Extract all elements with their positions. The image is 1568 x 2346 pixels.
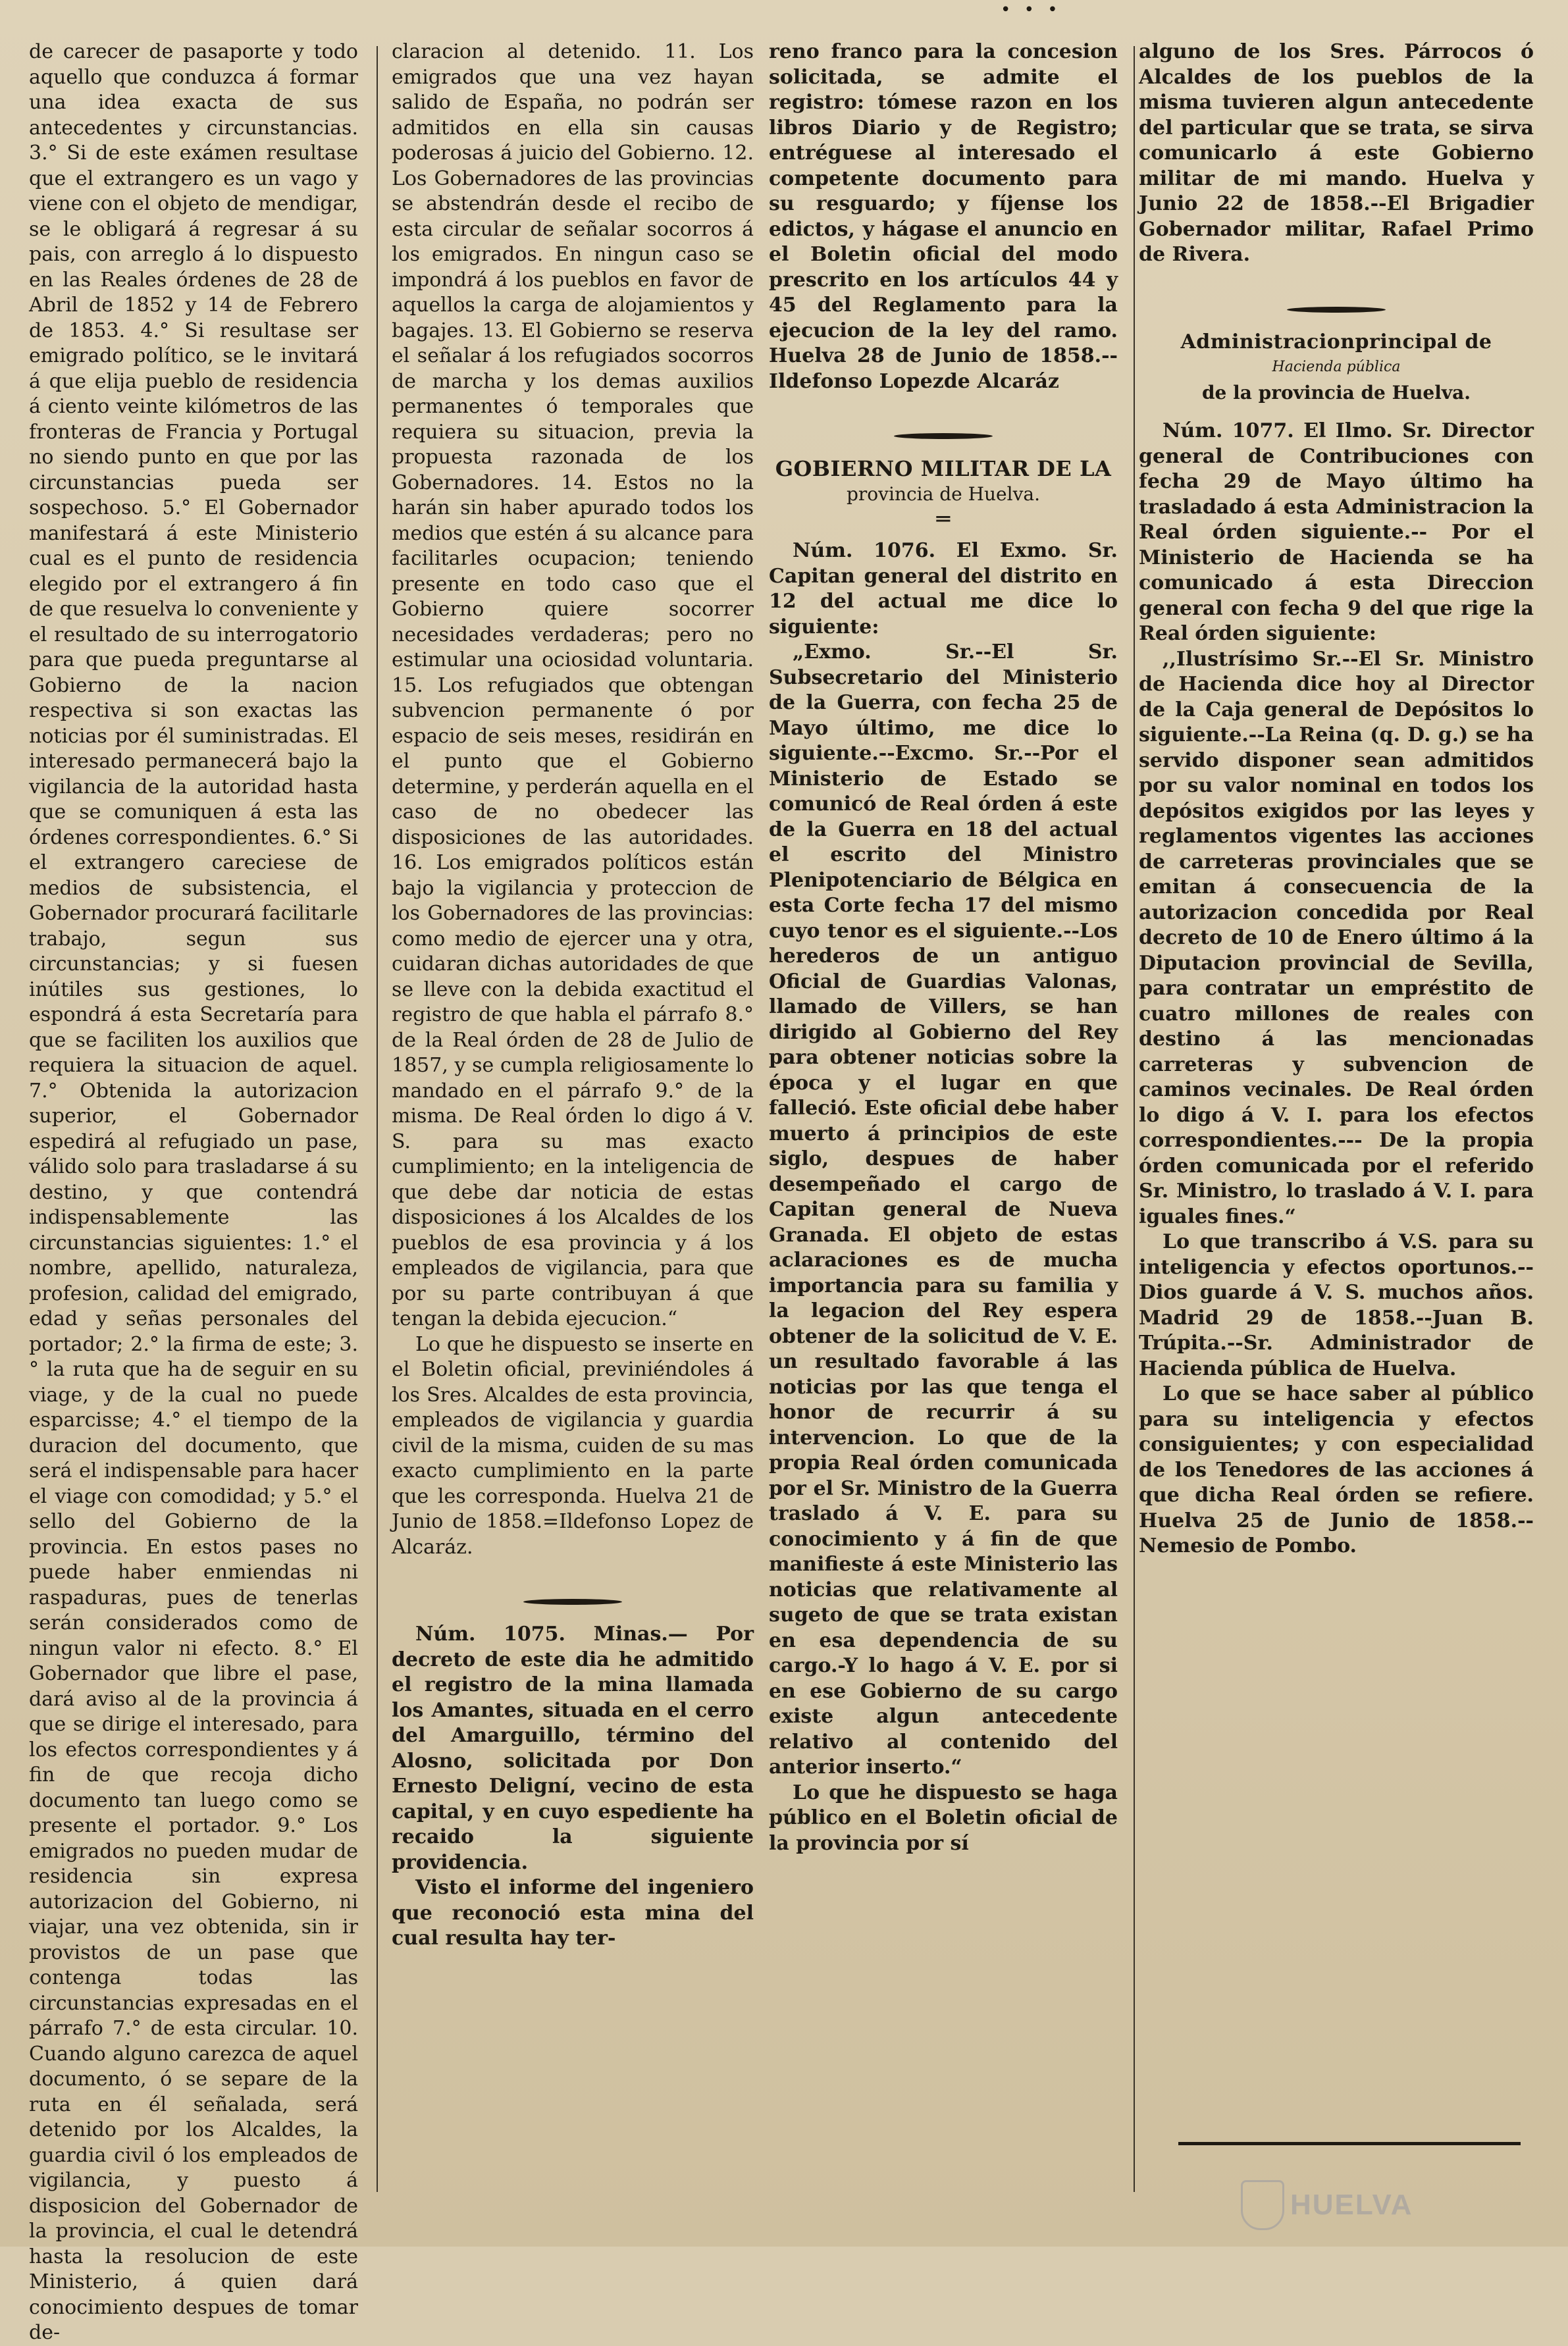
- column-rule-3: [1134, 46, 1135, 2192]
- separator: [769, 421, 1118, 430]
- col2-num-1075: Núm. 1075. Minas.— Por decreto de este dia he admitido el registro de la mina llamada los Amantes, situada en el cerro del Amarguillo, término del Alosno, solicitada por Don Ernesto Deligní, vecino de esta capital, y en cuyo espediente ha recaido la siguiente providencia.: [392, 1623, 754, 1874]
- archive-seal-icon: [1241, 2180, 1284, 2230]
- closing-rule: [1178, 2142, 1521, 2145]
- section-heading-administracion: Administracionprincipal de: [1180, 330, 1492, 353]
- section-subheading-provincia: provincia de Huelva.: [847, 482, 1040, 505]
- col2-visto-informe: Visto el informe del ingeniero que reconoció esta mina del cual resulta hay ter-: [392, 1876, 754, 1950]
- col4-transcription: Lo que transcribo á V.S. para su inteligencia y efectos oportunos.--Dios guarde á V. S. muchos años. Madrid 29 de 1858.--Juan B. Trúpita.--Sr. Administrador de Hacienda pública de Huelva.: [1139, 1230, 1534, 1380]
- column-1: [29, 39, 358, 2344]
- heading-double-rule: ═: [936, 506, 951, 533]
- col3-publication-note: Lo que he dispuesto se haga público en el Boletin oficial de la provincia por sí: [769, 1781, 1118, 1855]
- column-2: [392, 39, 754, 2212]
- col4-military-continuation: alguno de los Sres. Párrocos ó Alcaldes de los pueblos de la misma tuvieren algun antecedente del particular que se trata, se sirva comunicarlo á este Gobierno militar de mi mando. Huelva y Junio 22 de 1858.--El Brigadier Gobernador militar, Rafael Primo de Rivera.: [1139, 40, 1534, 266]
- col4-quoted-order: ,,Ilustrísimo Sr.--El Sr. Ministro de Hacienda dice hoy al Director de la Caja general de Depósitos lo siguiente.--La Reina (q. D. g.) se ha servido disponer sean admitidos por su valor nominal en todos los depósitos exigidos por las leyes y reglamentos vigentes las acciones de carreteras provinciales que se emitan á consecuencia de la autorizacion concedida por Real decreto de 10 de Enero último á la Diputacion provincial de Sevilla, para contratar un empréstito de cuatro millones de reales con destino á las mencionadas carreteras y subvencion de caminos vecinales. De Real órden lo digo á V. I. para los efectos correspondientes.--- De la propia órden comunicada por el referido Sr. Ministro, lo traslado á V. I. para iguales fines.“: [1139, 647, 1534, 1228]
- section-heading-gobierno-militar: GOBIERNO MILITAR DE LA: [775, 456, 1112, 481]
- column-4: [1139, 39, 1534, 2212]
- col1-text: de carecer de pasaporte y todo aquello que conduzca á formar una idea exacta de sus antecedentes y circunstancias. 3.° Si de este exámen resultase que el extrangero es un vago y viene con el objeto de mendigar, se le obligará á regresar á su pais, con arreglo á lo dispuesto en las Reales órdenes de 28 de Abril de 1852 y 14 de Febrero de 1853. 4.° Si resultase ser emigrado político, se le invitará á que elija pueblo de residencia á ciento veinte kilómetros de las fronteras de Francia y Portugal no siendo punto en que por las circunstancias pueda ser sospechoso. 5.° El Gobernador manifestará á este Ministerio cual es el punto de residencia elegido por el extrangero á fin de que resuelva lo conveniente y el resultado de su interrogatorio para que pueda preguntarse al Gobierno de la nacion respectiva si son exactas las noticias por él suministradas. El interesado permanecerá bajo la vigilancia de la autoridad hasta que se comuniquen á esta las órdenes correspondientes. 6.° Si el extrangero careciese de medios de subsistencia, el Gobernador procurará facilitarle trabajo, segun sus circunstancias; y si fuesen inútiles sus gestiones, lo espondrá á esta Secretaría para que se faciliten los auxilios que requiera la situacion de aquel. 7.° Obtenida la autorizacion superior, el Gobernador espedirá al refugiado un pase, válido solo para trasladarse á su destino, y que contendrá indispensablemente las circunstancias siguientes: 1.° el nombre, apellido, naturaleza, profesion, calidad del emigrado, edad y señas personales del portador; 2.° la firma de este; 3.° la ruta que ha de seguir en su viage, y de la cual no puede esparcisse; 4.° el tiempo de la duracion del documento, que será el indispensable para hacer el viage con comodidad; y 5.° el sello del Gobierno de la provincia. En estos pases no puede haber enmiendas ni raspaduras, pues de tenerlas serán considerados como de ningun valor ni efecto. 8.° El Gobernador que libre el pase, dará aviso al de la provincia á que se dirige el interesado, para los efectos correspondientes y á fin de que recoja dicho documento tan luego como se presente el portador. 9.° Los emigrados no pueden mudar de residencia sin expresa autorizacion del Gobierno, ni viajar, una vez obtenida, sin ir provistos de un pase que contenga todas las circunstancias expresadas en el párrafo 7.° de esta circular. 10. Cuando alguno carezca de aquel documento, ó se separe de la ruta en él señalada, será detenido por los Alcaldes, la guardia civil ó los empleados de vigilancia, y puesto á disposicion del Gobernador de la provincia, el cual le detendrá hasta la resolucion de este Ministerio, á quien dará conocimiento despues de tomar de-: [29, 40, 358, 2344]
- col3-num-1076: Núm. 1076. El Exmo. Sr. Capitan general del distrito en 12 del actual me dice lo siguiente:: [769, 539, 1118, 639]
- column-3: [769, 39, 1118, 2212]
- column-rule-1: [377, 46, 378, 2192]
- section-subheading-hacienda: Hacienda pública: [1272, 359, 1401, 375]
- col4-public-notice: Lo que se hace saber al público para su inteligencia y efectos consiguientes; y con especialidad de los Tenedores de las acciones á que dicha Real órden se refiere. Huelva 25 de Junio de 1858.--Nemesio de Pombo.: [1139, 1382, 1534, 1557]
- page-corner-mark: • • •: [1001, 0, 1062, 20]
- col3-mine-continuation: reno franco para la concesion solicitada, se admite el registro: tómese razon en los libros Diario y de Registro; entréguese al interesado el competente documento para su resguardo; y fíjense los edictos, y hágase el anuncio en el Boletin oficial del modo prescrito en los artículos 44 y 45 del Reglamento para la ejecucion de la ley del ramo. Huelva 28 de Junio de 1858.--Ildefonso Lopezde Alcaráz: [769, 40, 1118, 393]
- section-subheading-provincia-huelva: de la provincia de Huelva.: [1201, 381, 1471, 404]
- col3-quoted-order: „Exmo. Sr.--El Sr. Subsecretario del Ministerio de la Guerra, con fecha 25 de Mayo último, me dice lo siguiente.--Excmo. Sr.--Por el Ministerio de Estado se comunicó de Real órden á este de la Guerra en 18 del actual el escrito del Ministro Plenipotenciario de Bélgica en esta Corte fecha 17 del mismo cuyo tenor es el siguiente.--Los herederos de un antiguo Oficial de Guardias Valonas, llamado de Villers, se han dirigido al Gobierno del Rey para obtener noticias sobre la época y el lugar en que falleció. Este oficial debe haber muerto á principios de este siglo, despues de haber desempeñado el cargo de Capitan general de Nueva Granada. El objeto de estas aclaraciones es de mucha importancia para su familia y la legacion del Rey espera obtener de la solicitud de V. E. un resultado favorable á las noticias por las que tenga el honor de recurrir á su intervencion. Lo que de la propia Real órden comunicada por el Sr. Ministro de la Guerra traslado á V. E. para su conocimiento y á fin de que manifieste á este Ministerio las noticias que relativamente al sugeto de que se trata existan en esa dependencia de su cargo.-Y lo hago á V. E. por si en ese Gobierno de su cargo existe algun antecedente relativo al contenido del anterior inserto.“: [769, 640, 1118, 1779]
- separator: [392, 1586, 754, 1596]
- col2-insertion-note: Lo que he dispuesto se inserte en el Boletin oficial, previniéndoles á los Sres. Alcaldes de esta provincia, empleados de vigilancia y guardia civil de la misma, cuiden de su mas exacto cumplimiento en la parte que les corresponda. Huelva 21 de Junio de 1858.=Ildefonso Lopez de Alcaráz.: [392, 1332, 754, 1559]
- archive-watermark: HUELVA: [1290, 2189, 1413, 2221]
- col2-circular-end: claracion al detenido. 11. Los emigrados que una vez hayan salido de España, no podrán ser admitidos en ella sin causas poderosas á juicio del Gobierno. 12. Los Gobernadores de las provincias se abstendrán desde el recibo de esta circular de señalar socorros á los emigrados. En ningun caso se impondrá á los pueblos en favor de aquellos la carga de alojamientos y bagajes. 13. El Gobierno se reserva el señalar á los refugiados socorros de marcha y los demas auxilios permanentes ó temporales que requiera su situacion, previa la propuesta razonada de los Gobernadores. 14. Estos no la harán sin haber apurado todos los medios que estén á su alcance para facilitarles ocupacion; teniendo presente en todo caso que el Gobierno quiere socorrer necesidades verdaderas; pero no estimular una ociosidad voluntaria. 15. Los refugiados que obtengan subvencion permanente ó por espacio de seis meses, residirán en el punto que el Gobierno determine, y perderán aquella en el caso de no obedecer las disposiciones de las autoridades. 16. Los emigrados políticos están bajo la vigilancia y proteccion de los Gobernadores de las provincias: como medio de ejercer una y otra, cuidaran dichas autoridades de que se lleve con la debida exactitud el registro de que habla el párrafo 8.° de la Real órden de 28 de Julio de 1857, y se cumpla religiosamente lo mandado en el párrafo 9.° de la misma. De Real órden lo digo á V. S. para su mas exacto cumplimiento; en la inteligencia de que debe dar noticia de estas disposiciones á los Alcaldes de los pueblos de esa provincia y á los empleados de vigilancia, para que por su parte contribuyan á que tengan la debida ejecucion.“: [392, 40, 754, 1330]
- col4-num-1077: Núm. 1077. El Ilmo. Sr. Director general de Contribuciones con fecha 29 de Mayo último ha trasladado á esta Administracion la Real órden siguiente.-- Por el Ministerio de Hacienda se ha comunicado á esta Direccion general con fecha 9 del que rige la Real órden siguiente:: [1139, 419, 1534, 645]
- separator: [1139, 294, 1534, 303]
